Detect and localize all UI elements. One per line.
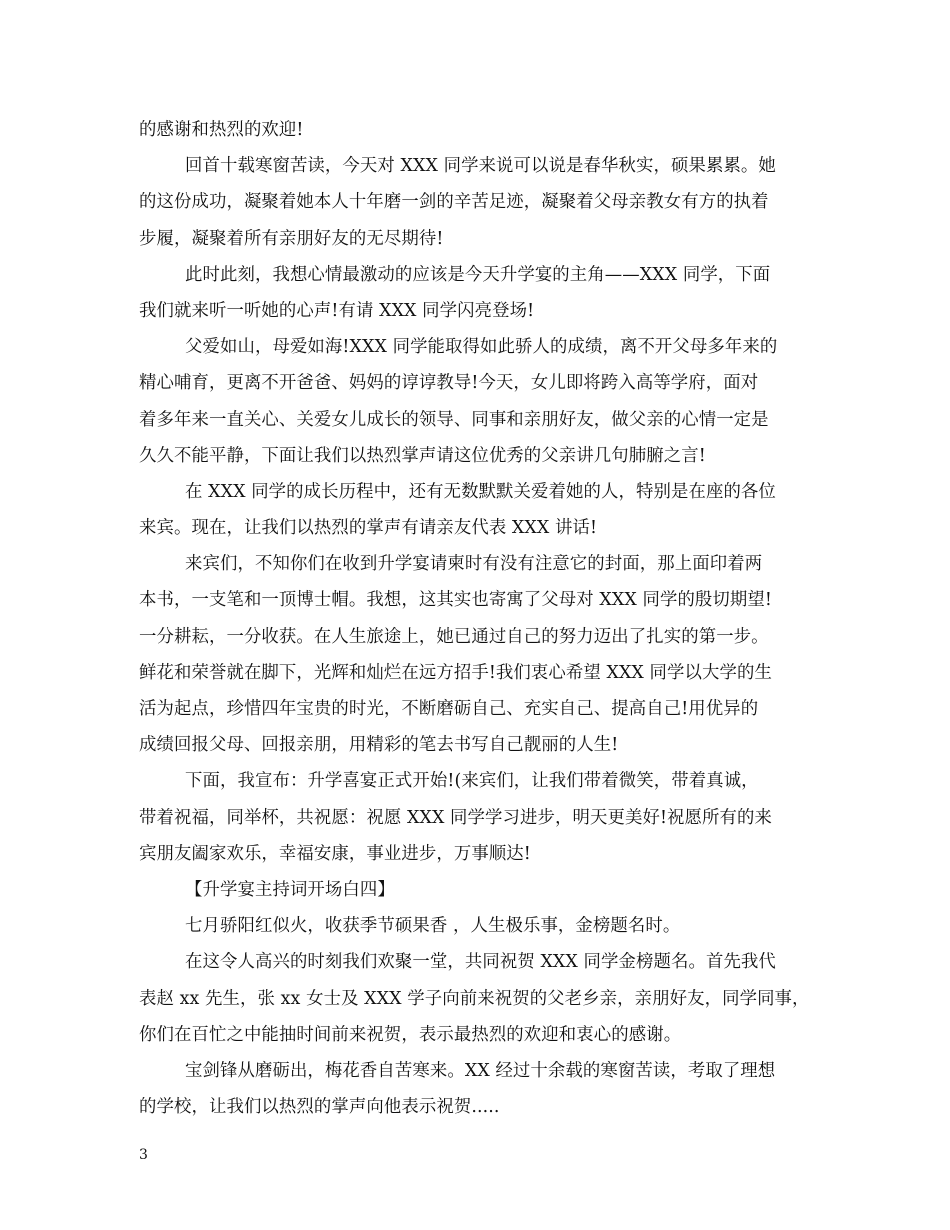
- text-line: 此时此刻，我想心情最激动的应该是今天升学宴的主角——XXX 同学，下面: [185, 264, 771, 285]
- text-line: 成绩回报父母、回报亲朋，用精彩的笔去书写自己靓丽的人生!: [139, 735, 619, 756]
- text-line: 你们在百忙之中能抽时间前来祝贺，表示最热烈的欢迎和衷心的感谢。: [139, 1024, 682, 1045]
- text-line: 步履，凝聚着所有亲朋好友的无尽期待!: [139, 228, 444, 249]
- text-line: 本书，一支笔和一顶博士帽。我想，这其实也寄寓了父母对 XXX 同学的殷切期望!: [139, 590, 772, 611]
- text-line: 表赵 xx 先生，张 xx 女士及 XXX 学子向前来祝贺的父老乡亲，亲朋好友，同学同事，: [139, 988, 810, 1009]
- text-line: 活为起点，珍惜四年宝贵的时光，不断磨砺自己、充实自己、提高自己!用优异的: [139, 699, 759, 719]
- text-line: 父爱如山，母爱如海!XXX 同学能取得如此骄人的成绩，离不开父母多年来的: [185, 337, 778, 358]
- text-line: 回首十载寒窗苦读，今天对 XXX 同学来说可以说是春华秋实，硕果累累。她: [185, 156, 776, 177]
- text-line: 来宾。现在，让我们以热烈的掌声有请亲友代表 XXX 讲话!: [139, 518, 598, 539]
- document-body: [139, 112, 819, 1125]
- text-line: 带着祝福，同举杯，共祝愿：祝愿 XXX 同学学习进步，明天更美好!祝愿所有的来: [139, 807, 772, 828]
- text-line: 【升学宴主持词开场白四】: [185, 879, 395, 900]
- text-line: 我们就来听一听她的心声!有请 XXX 同学闪亮登场!: [139, 300, 535, 321]
- text-line: 在 XXX 同学的成长历程中，还有无数默默关爱着她的人，特别是在座的各位: [185, 481, 776, 502]
- text-line: 的感谢和热烈的欢迎!: [139, 120, 304, 140]
- text-line: 来宾们，不知你们在收到升学宴请柬时有没有注意它的封面，那上面印着两: [185, 554, 763, 575]
- text-line: 的这份成功，凝聚着她本人十年磨一剑的辛苦足迹，凝聚着父母亲教女有方的执着: [139, 192, 769, 213]
- text-line: 一分耕耘，一分收获。在人生旅途上，她已通过自己的努力迈出了扎实的第一步。: [139, 626, 769, 647]
- text-line: 宝剑锋从磨砺出，梅花香自苦寒来。XX 经过十余载的寒窗苦读，考取了理想: [185, 1060, 776, 1081]
- text-line: 着多年来一直关心、关爱女儿成长的领导、同事和亲朋好友，做父亲的心情一定是: [139, 409, 769, 430]
- text-line: 精心哺育，更离不开爸爸、妈妈的谆谆教导!今天，女儿即将跨入高等学府，面对: [139, 373, 759, 394]
- text-line: 七月骄阳红似火，收获季节硕果香 ，人生极乐事，金榜题名时。: [185, 916, 681, 937]
- text-line: 鲜花和荣誉就在脚下，光辉和灿烂在远方招手!我们衷心希望 XXX 同学以大学的生: [139, 662, 772, 683]
- text-line: 宾朋友阖家欢乐，幸福安康，事业进步，万事顺达!: [139, 843, 531, 864]
- page-number: 3: [139, 1147, 148, 1163]
- text-line: 在这令人高兴的时刻我们欢聚一堂，共同祝贺 XXX 同学金榜题名。首先我代: [185, 952, 776, 973]
- text-line: 久久不能平静，下面让我们以热烈掌声请这位优秀的父亲讲几句肺腑之言!: [139, 445, 706, 466]
- text-line: 下面，我宣布：升学喜宴正式开始!(来宾们，让我们带着微笑，带着真诚，: [185, 771, 759, 792]
- text-line: 的学校，让我们以热烈的掌声向他表示祝贺.....: [139, 1097, 500, 1118]
